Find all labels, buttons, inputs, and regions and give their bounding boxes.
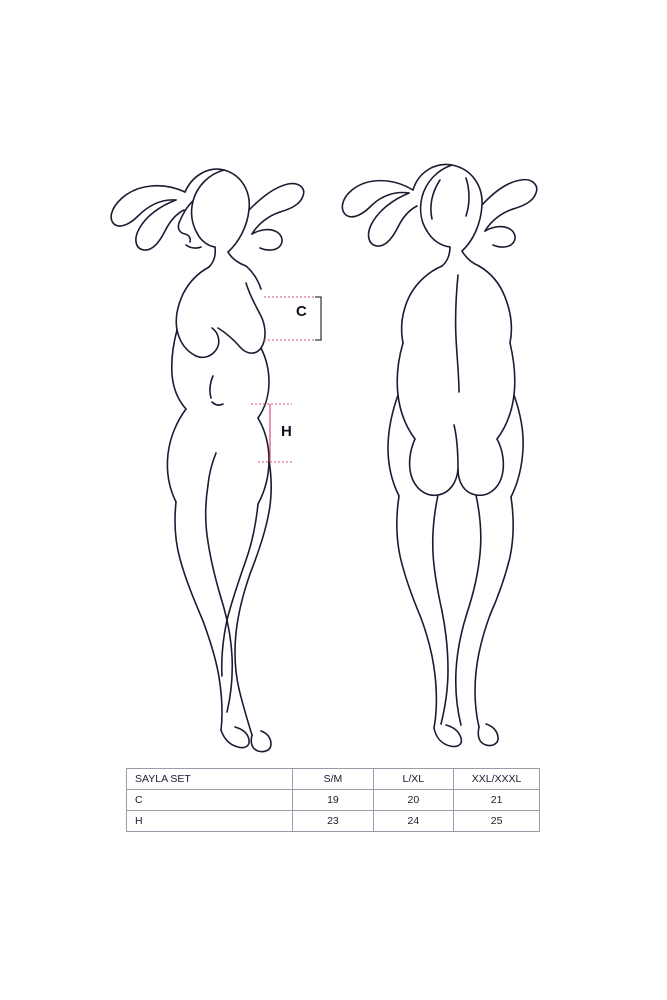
cell-h-xxl: 25 — [454, 811, 540, 832]
cell-c-xxl: 21 — [454, 790, 540, 811]
table-header-row — [127, 769, 540, 790]
measure-label-c: C — [296, 303, 308, 320]
size-column-sm: S/M — [293, 769, 373, 790]
size-table — [126, 768, 540, 832]
front-view-female-silhouette — [111, 169, 304, 751]
table-row — [127, 811, 540, 832]
measure-label-h: H — [281, 423, 293, 440]
cell-h-lxl: 24 — [373, 811, 454, 832]
cell-c-lxl: 20 — [373, 790, 454, 811]
size-column-xxl: XXL/XXXL — [454, 769, 540, 790]
cell-c-sm: 19 — [293, 790, 373, 811]
row-label-c: C — [127, 790, 293, 811]
size-column-lxl: L/XL — [373, 769, 454, 790]
product-name-cell: SAYLA SET — [127, 769, 293, 790]
back-view-female-silhouette — [342, 165, 536, 747]
cell-h-sm: 23 — [293, 811, 373, 832]
row-label-h: H — [127, 811, 293, 832]
table-row — [127, 790, 540, 811]
